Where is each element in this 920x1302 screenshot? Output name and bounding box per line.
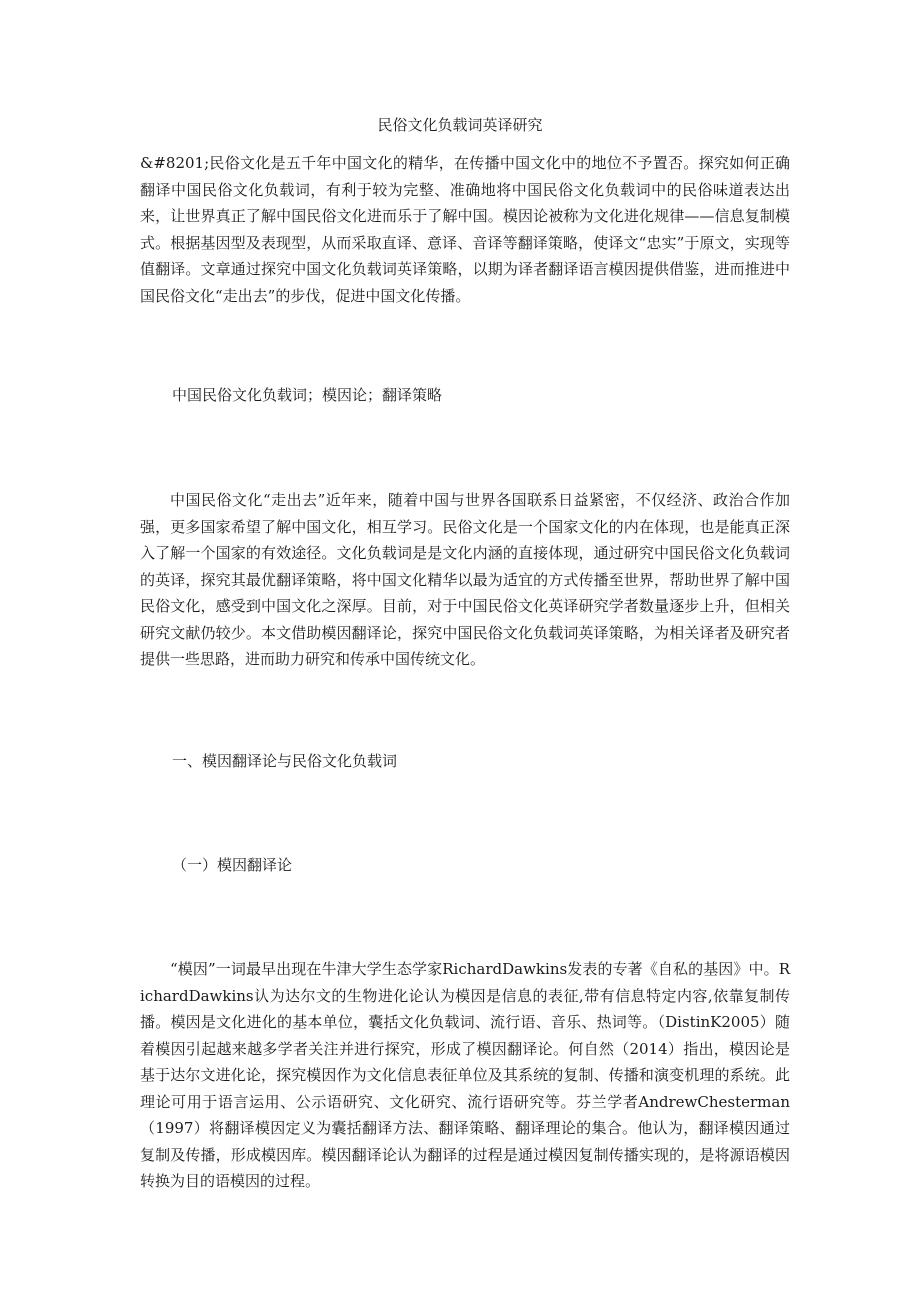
intro-paragraph: 中国民俗文化“走出去”近年来，随着中国与世界各国联系日益紧密，不仅经济、政治合作加强，更多国家希望了解中国文化，相互学习。民俗文化是一个国家文化的内在体现，也是能真正深入了解一个国家的有效途径。文化负载词是是文化内涵的直接体现，通过研究中国民俗文化负载词的英译，探究其最优翻译策略，将中国文化精华以最为适宜的方式传播至世界，帮助世界了解中国民俗文化，感受到中国文化之深厚。目前，对于中国民俗文化英译研究学者数量逐步上升，但相关研究文献仍较少。本文借助模因翻译论，探究中国民俗文化负载词英译策略，为相关译者及研究者提供一些思路，进而助力研究和传承中国传统文化。 bbox=[140, 491, 790, 668]
subsection-heading-1: （一）模因翻译论 bbox=[172, 856, 293, 874]
meme-theory-paragraph: “模因”一词最早出现在牛津大学生态学家RichardDawkins发表的专著《自私的基因》中。RichardDawkins认为达尔文的生物进化论认为模因是信息的表征,带有信息特定内容,依靠复制传播。模因是文化进化的基本单位，囊括文化负载词、流行语、音乐、热词等。（DistinK2005）随着模因引起越来越多学者关注并进行探究，形成了模因翻译论。何自然（2014）指出，模因论是基于达尔文进化论，探究模因作为文化信息表征单位及其系统的复制、传播和演变机理的系统。此理论可用于语言运用、公示语研究、文化研究、流行语研究等。芬兰学者AndrewChesterman（1997）将翻译模因定义为囊括翻译方法、翻译策略、翻译理论的集合。他认为，翻译模因通过复制及传播，形成模因库。模因翻译论认为翻译的过程是通过模因复制传播实现的，是将源语模因转换为目的语模因的过程。 bbox=[140, 960, 790, 1190]
section-heading-1: 一、模因翻译论与民俗文化负载词 bbox=[172, 752, 398, 770]
document-title: 民俗文化负载词英译研究 bbox=[377, 116, 543, 134]
abstract-paragraph: &#8201;民俗文化是五千年中国文化的精华，在传播中国文化中的地位不予置否。探究如何正确翻译中国民俗文化负载词，有利于较为完整、准确地将中国民俗文化负载词中的民俗味道表达出来，让世界真正了解中国民俗文化进而乐于了解中国。模因论被称为文化进化规律——信息复制模式。根据基因型及表现型，从而采取直译、意译、音译等翻译策略，使译文“忠实”于原文，实现等值翻译。文章通过探究中国文化负载词英译策略，以期为译者翻译语言模因提供借鉴，进而推进中国民俗文化“走出去”的步伐，促进中国文化传播。 bbox=[140, 154, 790, 305]
keywords-line: 中国民俗文化负载词；模因论；翻译策略 bbox=[172, 386, 443, 404]
